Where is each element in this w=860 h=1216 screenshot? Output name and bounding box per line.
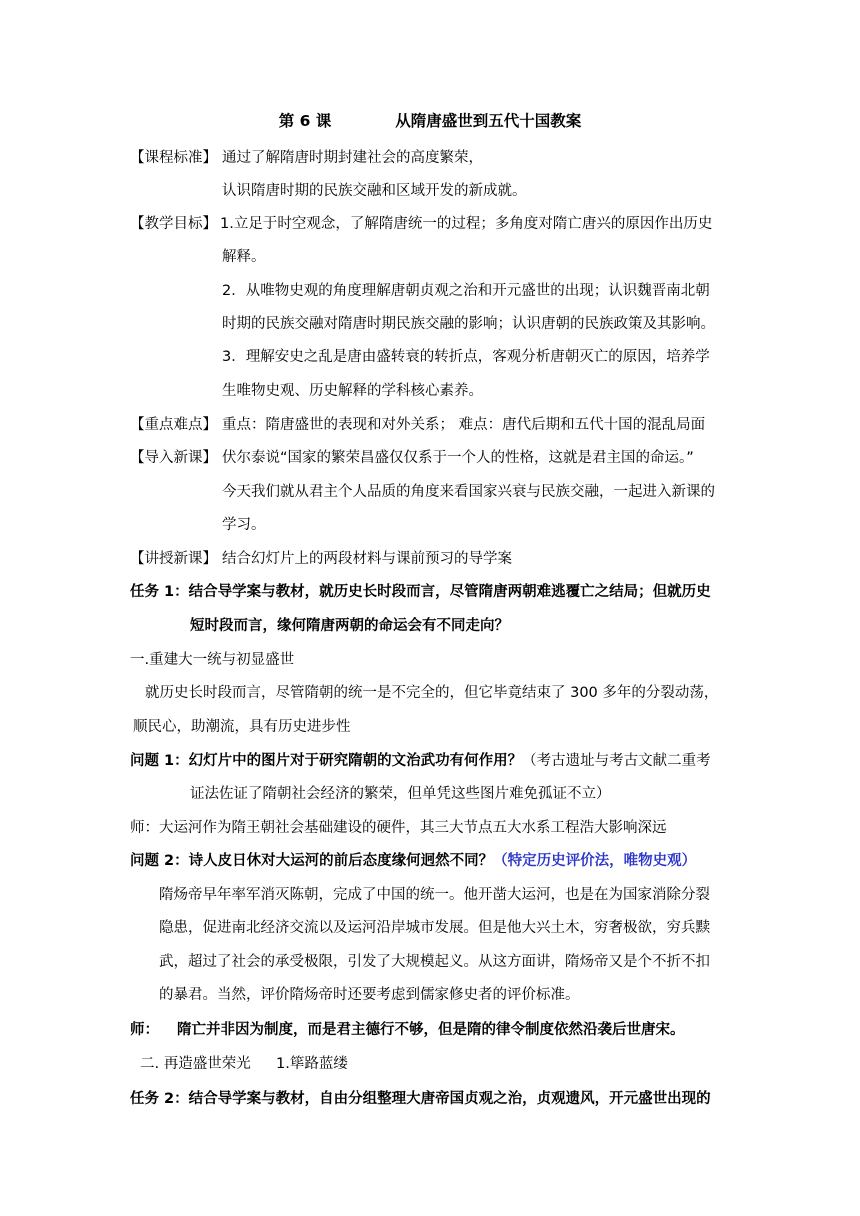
section-1-heading: 一.重建大一统与初显盛世 bbox=[130, 652, 295, 668]
goal-2-line-1: 2．从唯物史观的角度理解唐朝贞观之治和开元盛世的出现；认识魏晋南北朝 bbox=[222, 283, 710, 299]
question-2-answer-line-2: 隐患，促进南北经济交流以及运河沿岸城市发展。但是他大兴土木，穷奢极欲，穷兵黩 bbox=[159, 920, 710, 936]
lesson-title bbox=[0, 111, 860, 131]
standard-line-1: 通过了解隋唐时期封建社会的高度繁荣， bbox=[222, 150, 483, 166]
question-1-line-2: 证法佐证了隋朝社会经济的繁荣，但单凭这些图片难免孤证不立） bbox=[190, 786, 611, 802]
standard-line-2: 认识隋唐时期的民族交融和区域开发的新成就。 bbox=[222, 183, 527, 199]
goal-1-line-1: 1.立足于时空观念，了解隋唐统一的过程；多角度对隋亡唐兴的原因作出历史 bbox=[220, 216, 713, 232]
teaching-text: 结合幻灯片上的两段材料与课前预习的导学案 bbox=[222, 551, 512, 567]
task-2-line-1: 任务 2：结合导学案与教材，自由分组整理大唐帝国贞观之治，贞观遗风，开元盛世出现的 bbox=[130, 1091, 711, 1107]
intro-line-1: 伏尔泰说“国家的繁荣昌盛仅仅系于一个人的性格，这就是君主国的命运。” bbox=[222, 450, 694, 466]
question-2-line bbox=[130, 851, 696, 871]
task-1-line-1: 任务 1：结合导学案与教材，就历史长时段而言，尽管隋唐两朝难逃覆亡之结局；但就历史 bbox=[130, 584, 711, 600]
key-points-text: 重点：隋唐盛世的表现和对外关系； 难点：唐代后期和五代十国的混乱局面 bbox=[222, 417, 706, 433]
section-1-line-2: 顺民心，助潮流，具有历史进步性 bbox=[133, 719, 351, 735]
question-2-answer-line-4: 的暴君。当然，评价隋炀帝时还要考虑到儒家修史者的评价标准。 bbox=[159, 987, 580, 1003]
teacher-remark-1: 师：大运河作为隋王朝社会基础建设的硬件，其三大节点五大水系工程浩大影响深远 bbox=[130, 820, 667, 836]
goal-3-line-2: 生唯物史观、历史解释的学科核心素养。 bbox=[222, 383, 483, 399]
goals-label: 【教学目标】 bbox=[130, 216, 217, 232]
section-1-line-1: 就历史长时段而言，尽管隋朝的统一是不完全的，但它毕竟结束了 300 多年的分裂动荡， bbox=[145, 685, 719, 701]
goal-1-line-2: 解释。 bbox=[222, 249, 266, 265]
goal-3-line-1: 3．理解安史之乱是唐由盛转衰的转折点，客观分析唐朝灭亡的原因，培养学 bbox=[222, 349, 710, 365]
key-points-label: 【重点难点】 bbox=[130, 417, 217, 433]
question-1-title: 问题 1：幻灯片中的图片对于研究隋朝的文治武功有何作用？ bbox=[130, 753, 523, 769]
question-1-line-1 bbox=[130, 751, 711, 771]
question-2-title: 问题 2：诗人皮日休对大运河的前后态度缘何迥然不同？ bbox=[130, 853, 494, 869]
intro-line-3: 学习。 bbox=[222, 517, 266, 533]
question-2-method: （特定历史评价法，唯物史观） bbox=[493, 853, 697, 869]
task-1-line-2: 短时段而言，缘何隋唐两朝的命运会有不同走向？ bbox=[190, 618, 509, 634]
standard-label: 【课程标准】 bbox=[130, 150, 217, 166]
question-2-answer-line-1: 隋炀帝早年率军消灭陈朝，完成了中国的统一。他开凿大运河，也是在为国家消除分裂 bbox=[159, 887, 710, 903]
goal-2-line-2: 时期的民族交融对隋唐时期民族交融的影响；认识唐朝的民族政策及其影响。 bbox=[222, 316, 715, 332]
question-1-note: （考古遗址与考古文献二重考 bbox=[522, 753, 711, 769]
question-2-answer-line-3: 武，超过了社会的承受极限，引发了大规模起义。从这方面讲，隋炀帝又是个不折不扣 bbox=[159, 954, 710, 970]
intro-line-2: 今天我们就从君主个人品质的角度来看国家兴衰与民族交融，一起进入新课的 bbox=[222, 484, 715, 500]
section-2-heading: 二. 再造盛世荣光 bbox=[140, 1056, 251, 1072]
teaching-label: 【讲授新课】 bbox=[130, 551, 217, 567]
section-2-subheading: 1.筚路蓝缕 bbox=[276, 1056, 348, 1072]
lesson-name: 从隋唐盛世到五代十国教案 bbox=[395, 112, 582, 130]
teacher-remark-2-label: 师： bbox=[130, 1022, 159, 1038]
teacher-remark-2-text: 隋亡并非因为制度，而是君主德行不够，但是隋的律令制度依然沿袭后世唐宋。 bbox=[177, 1022, 685, 1038]
intro-label: 【导入新课】 bbox=[130, 450, 217, 466]
lesson-number: 第 6 课 bbox=[278, 112, 332, 130]
